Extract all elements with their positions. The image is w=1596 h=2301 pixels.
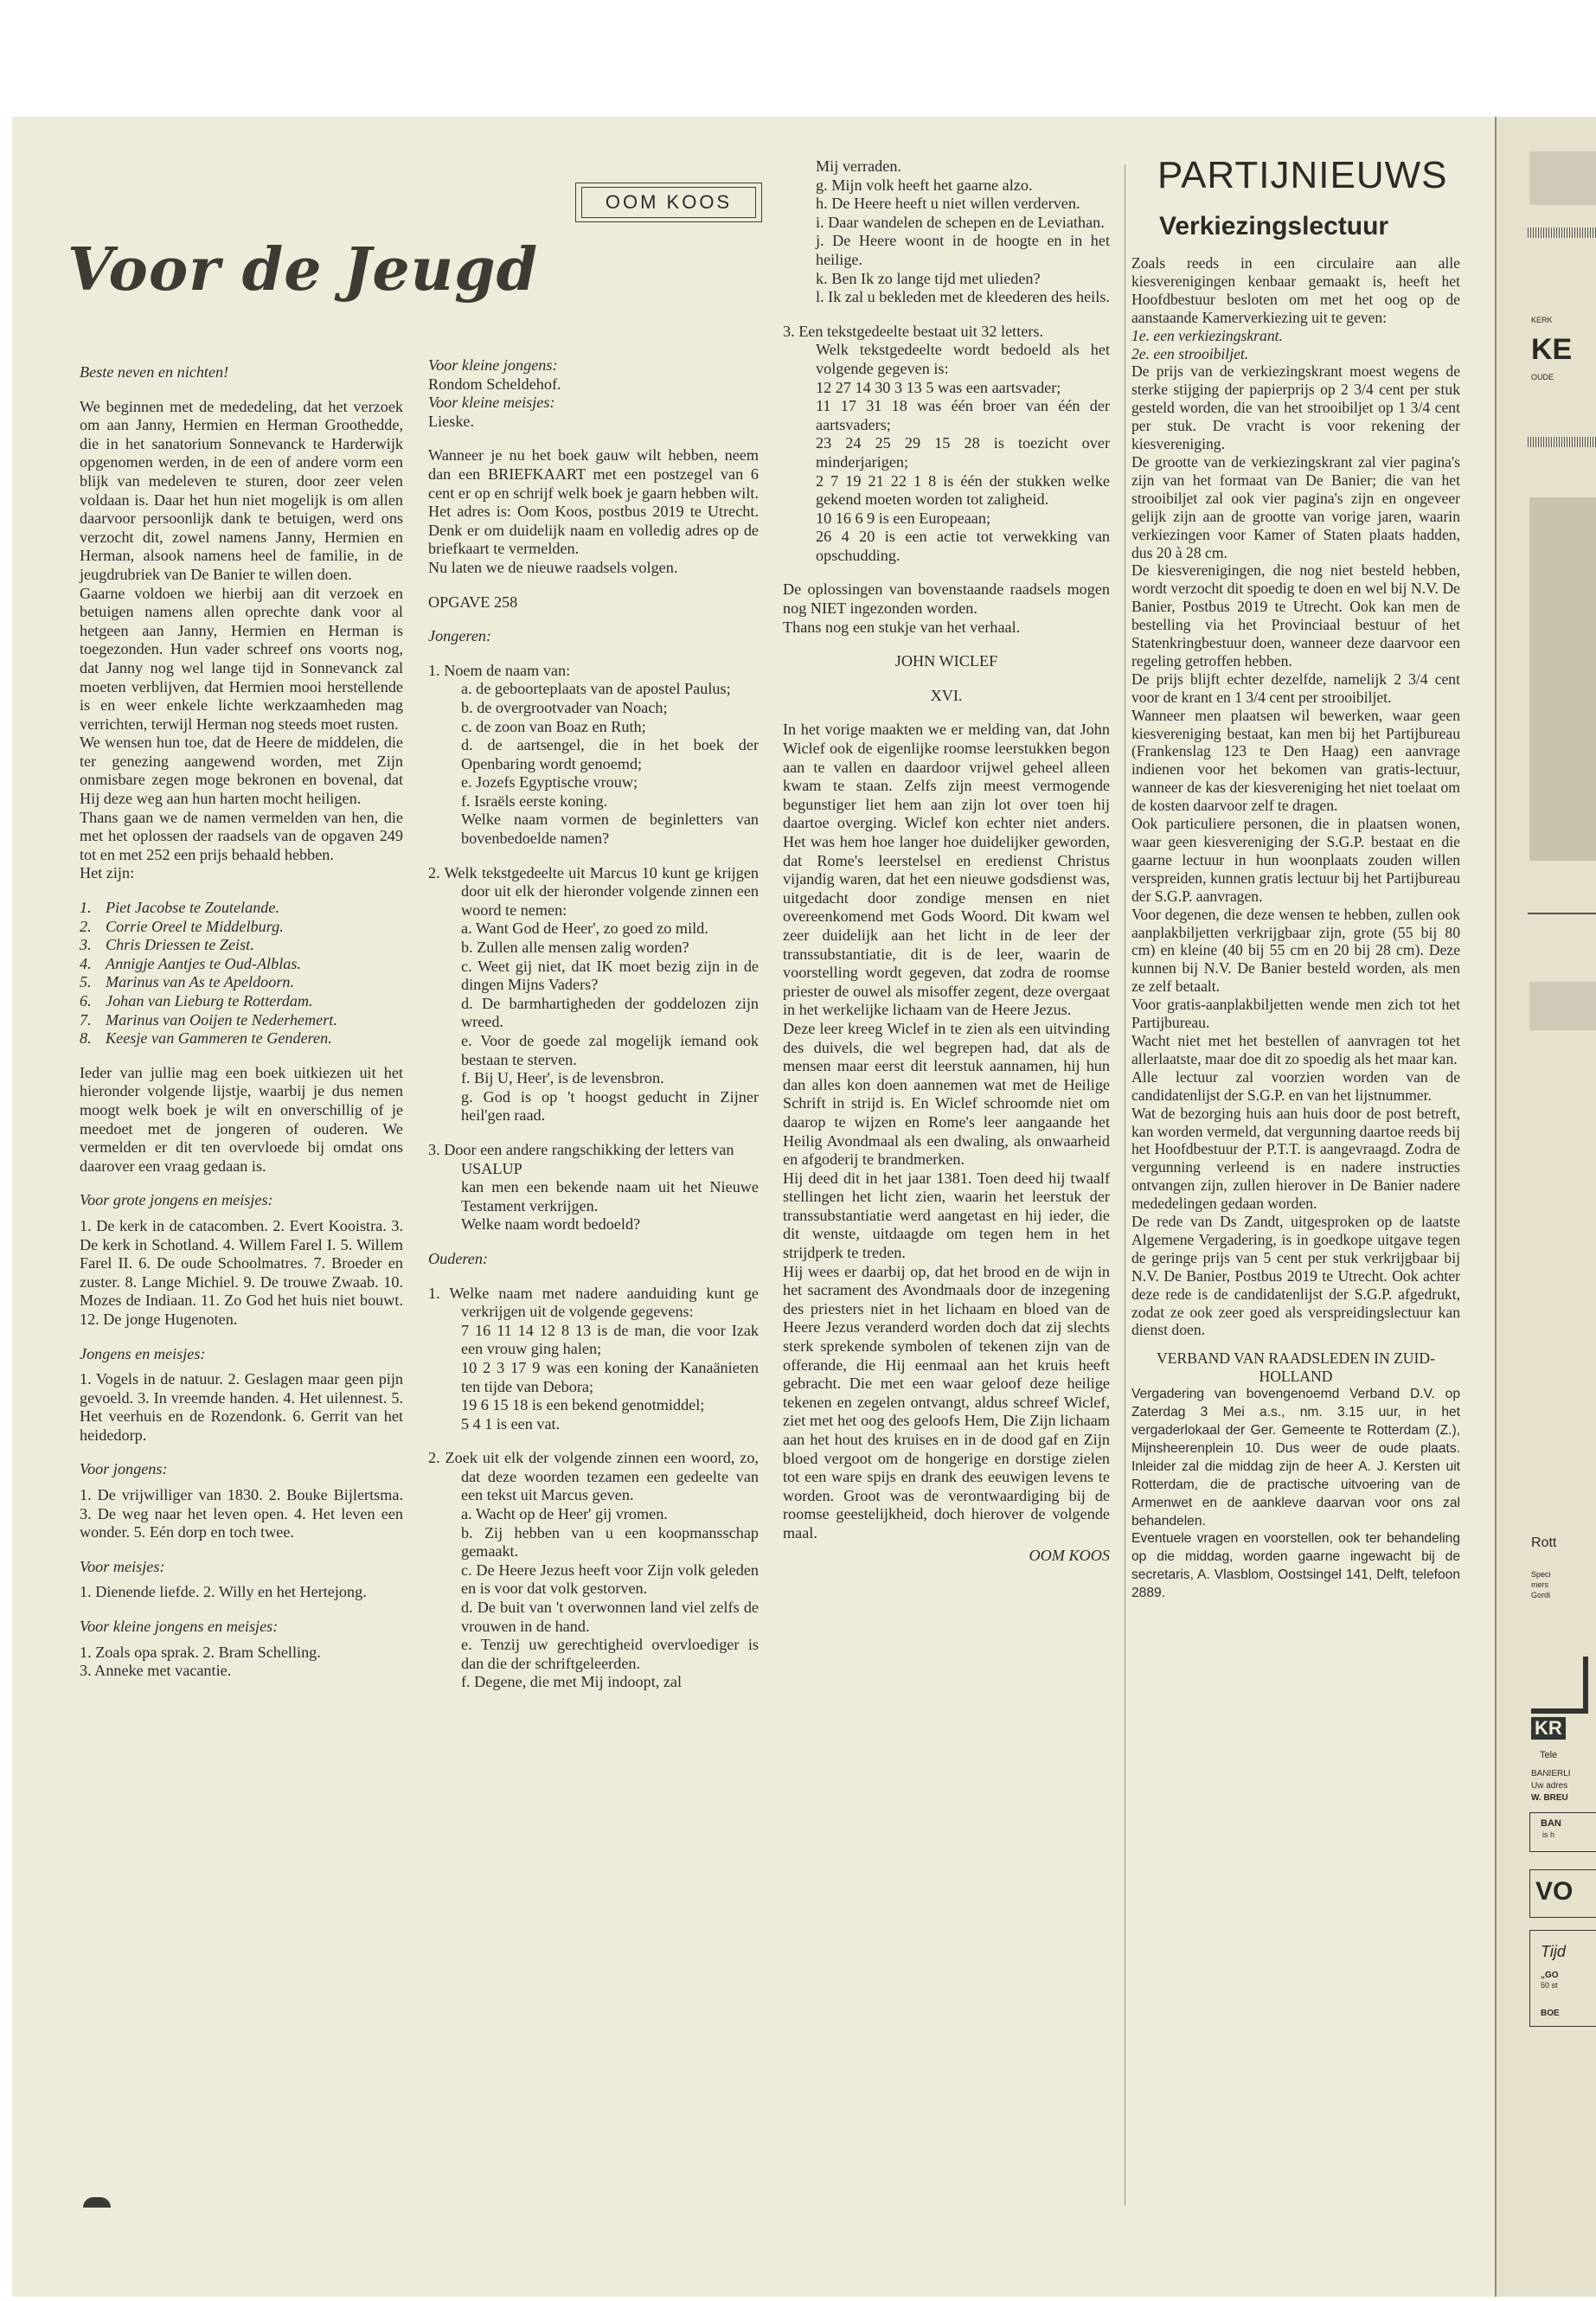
paragraph: De prijs blijft echter dezelfde, namelijk 2 3/4 cent voor de krant en 1 3/4 cent per strooibiljet. (1131, 670, 1460, 706)
question-option: e. Jozefs Egyptische vrouw; (461, 773, 638, 792)
paragraph: Wanneer men plaatsen wil bewerken, waar geen kiesvereniging bestaat, kan men bij het Partijbureau (Frankenslag 123 te Den Haag) een aanvrage indienen voor het bekomen van gratis-lectuur, wanneer de kas der kiesvereniging het niet toelaat om de kosten daarvoor zelf te dragen. (1131, 706, 1460, 815)
winners-list (80, 899, 403, 1048)
question-option: g. God is op 't hoogst geducht in Zijner heil'gen raad. (461, 1087, 759, 1125)
section-title: Voor de Jeugd (67, 235, 539, 304)
strip-text: KE (1531, 333, 1573, 366)
list-item: 6. Johan van Lieburg te Rotterdam. (80, 992, 313, 1009)
paragraph: De prijs van de verkiezingskrant moest wegens de sterke stijging der papierprijs op 2 3/4 cent per stuk gesteld worden, die van het strooibiljet op 1 3/4 cent per stuk. De vracht is voor rekening der kiesvereniging. (1131, 362, 1460, 453)
strip-box (1529, 1869, 1596, 1918)
oom-koos-box (581, 187, 756, 218)
column-1 (80, 363, 403, 1681)
paragraph: Voor degenen, die deze wensen te hebben, zullen ook aanplakbiljetten verkrijgbaar zijn, grote (55 bij 80 cm) en kleine (40 bij 55 cm en 20 bij 28 cm). Deze kunnen bij N.V. De Banier besteld worden, als men ze zelf betaalt. (1131, 905, 1460, 996)
strip-text: OUDE (1531, 373, 1554, 381)
category-list: 1. De kerk in de catacomben. 2. Evert Kooistra. 3. De kerk in Schotland. 4. Willem Farel I. 5. Willem Farel II. 6. De oude Schoolmatres. 7. Broeder en zuster. 8. Lange Michiel. 9. De trouwe Zwaab. 10. Mozes de Indiaan. 11. Zo God het huis niet bouwt. 12. De jonge Hugenoten. (80, 1216, 403, 1328)
category-heading: Jongens en meisjes: (80, 1344, 206, 1362)
question-option: a. Wacht op de Heer' gij vromen. (461, 1505, 668, 1523)
question-option: 7 16 11 14 12 8 13 is de man, die voor Izak een vrouw ging halen; (461, 1321, 759, 1358)
briefkaart-paragraph: Wanneer je nu het boek gauw wilt hebben, neem dan een BRIEFKAART met een postzegel van 6 cent er op en schrijf welk boek je gaarn hebben wilt. Het adres is: Oom Koos, postbus 2019 te Utrecht. Denk er om duidelijk naam en volledig adres op de briefkaart te vermelden. (428, 446, 759, 558)
question-option: e. Tenzij uw gerechtigheid overvloediger is dan die der schriftgeleerden. (461, 1636, 759, 1672)
question-option: f. Bij U, Heer', is de levensbron. (461, 1069, 664, 1087)
question-option: e. Voor de goede zal mogelijk iemand ook bestaan te sterven. (461, 1032, 759, 1068)
category-list: 3. Anneke met vacantie. (80, 1662, 232, 1680)
strip-text: Tijd (1541, 1943, 1566, 1960)
strip-text: BANIERLI (1531, 1769, 1571, 1779)
paragraph: Voor gratis-aanplakbiljetten wende men zich tot het Partijbureau. (1131, 996, 1460, 1032)
strip-image (1529, 151, 1596, 205)
list-item: 8. Keesje van Gammeren te Genderen. (80, 1029, 332, 1048)
list-item: 1. Piet Jacobse te Zoutelande. (80, 899, 280, 917)
question-option: Welke naam wordt bedoeld? (461, 1215, 641, 1234)
list-item: 2. Corrie Oreel te Middelburg. (80, 917, 284, 935)
strip-box (1529, 1930, 1596, 2027)
category-heading: Voor jongens: (80, 1460, 168, 1478)
question: 2. Welk tekstgedeelte uit Marcus 10 kunt ge krijgen door uit elk der hieronder volgende zinnen een woord te nemen: (428, 863, 759, 919)
strip-text: BOE (1541, 2009, 1560, 2018)
greeting: Beste neven en nichten! (80, 363, 229, 381)
paragraph: Vergadering van bovengenoemd Verband D.V. op Zaterdag 3 Mei a.s., nm. 3.15 uur, in het vergaderlokaal der Ger. Gemeente te Rotterdam (Z.), Mijnsheerenplein 10. Dus weer de oude plaats. Inleider zal die middag zijn de heer A. J. Kersten uit Rotterdam, die de practische uitvoering van de Armenwet en de aankleve daarvan voor ons zal behandelen. (1131, 1387, 1460, 1529)
strip-rule (1528, 437, 1596, 447)
question-option: f. Israëls eerste koning. (461, 792, 608, 810)
question-option: 10 2 3 17 9 was een koning der Kanaänieten ten tijde van Debora; (461, 1358, 759, 1395)
strip-text: BAN (1541, 1818, 1561, 1829)
strip-text: VO (1535, 1877, 1574, 1906)
category-heading: Voor kleine meisjes: (428, 394, 555, 412)
category-list: 1. De vrijwilliger van 1830. 2. Bouke Bijlertsma. 3. De weg naar het leven open. 4. Het leven een wonder. 5. Eén dorp en toch twee. (80, 1486, 403, 1541)
strip-text: Uw adres (1531, 1781, 1568, 1791)
question-option: 10 16 6 9 is een Europeaan; (816, 509, 991, 527)
strip-text: 50 st (1541, 1981, 1558, 1990)
question: 1. Noem de naam van: (428, 661, 571, 679)
question-option: h. De Heere heeft u niet willen verderven. (816, 195, 1080, 213)
intro-paragraph: We wensen hun toe, dat de Heere de middelen, die ter genezing aangewend worden, met Zijn onmisbare zegen moge bekronen en bovenal, dat Hij deze weg aan hun harten mocht heiligen. (80, 734, 403, 808)
strip-text: is h (1542, 1830, 1555, 1839)
category-list: Lieske. (428, 412, 475, 430)
question-option: USALUP (461, 1159, 522, 1177)
category-heading: Voor meisjes: (80, 1557, 165, 1575)
question: 3. Door een andere rangschikking der letters van (428, 1140, 734, 1158)
paragraph: Nu laten we de nieuwe raadsels volgen. (428, 558, 678, 576)
list-item: 5. Marinus van As te Apeldoorn. (80, 973, 295, 991)
question-option: d. De buit van 't overwonnen land viel zelfs de vrouwen in de hand. (461, 1599, 759, 1635)
paragraph: Wat de bezorging huis aan huis door de post betreft, kan worden vermeld, dat vergunning daartoe reeds bij het Hoofdbestuur der P.T.T. is aangevraagd. Zodra de vergunning verleend is en nadere instructies ontvangen zijn, zullen hierover in De Banier nadere mededelingen gedaan worden. (1131, 1104, 1460, 1213)
question-option: 11 17 31 18 was één broer van één der aartsvaders; (816, 397, 1110, 433)
intro-paragraph: Thans gaan we de namen vermelden van hen, die met het oplossen der raadsels van de opgaven 249 tot en met 252 een prijs behaald hebben. (80, 808, 403, 863)
question: 2. Zoek uit elk der volgende zinnen een woord, zo, dat deze woorden tezamen een gedeelte van een tekst uit Marcus geven. (428, 1449, 759, 1504)
question-option: Welk tekstgedeelte wordt bedoeld als het volgende gegeven is: (816, 341, 1110, 377)
ouderen-heading: Ouderen: (428, 1249, 489, 1267)
intro-paragraph: Gaarne voldoen we hierbij aan dit verzoek en betuigen namens allen oprechte dank voor al hetgeen aan Janny, Hermien en Herman is toegezonden. Hun vader schreef ons voorts nog, dat Janny nog wel lange tijd in Sonnevanck zal moeten verblijven, dat Hermien mooi herstellende is en weer enkele lichte werkzaamheden mag verrichten, terwijl Herman nog steeds moet rusten. (80, 584, 403, 733)
category-list: 1. Zoals opa sprak. 2. Bram Schelling. (80, 1643, 321, 1661)
category-heading: Voor grote jongens en meisjes: (80, 1191, 273, 1209)
strip-text: KR (1531, 1717, 1566, 1740)
category-list: 1. Vogels in de natuur. 2. Geslagen maar geen pijn gevoeld. 3. In vreemde handen. 4. Het uilennest. 5. Het veerhuis en de Rozendonk. 6. Gerrit van het heidedorp. (80, 1370, 403, 1444)
list-item: 1e. een verkiezingskrant. (1131, 326, 1283, 344)
story-paragraph: Hij wees er daarbij op, dat het brood en de wijn in het sacrament des Avondmaals door de inzegening des priesters niet in het lichaam en bloed van de Heere Jezus veranderd worden doch dat zij slechts sterk sprekende symbolen of tekenen zijn van de offerande, die Hij eenmaal aan het kruis heeft gebracht. Die met een waar geloof deze heilige tekenen en zegelen ontvangt, aldus schreef Wiclef, ziet met het oog des geloofs Hem, Die Zijn lichaam aan het hout des kruises en in de dood gaf en Zijn bloed vergoot om de hongerige en dorstige zielen tot een ware spijs en drank des eeuwigen levens te worden. Groot was de verontwaardiging bij de roomse geestelijkheid, doch hierover de volgende maal. (783, 1262, 1110, 1541)
list-item: 2e. een strooibiljet. (1131, 344, 1249, 362)
question-option: c. de zoon van Boaz en Ruth; (461, 717, 646, 735)
question-option: j. De Heere woont in de hoogte en in het heilige. (816, 232, 1110, 268)
list-item: 3. Chris Driessen te Zeist. (80, 936, 254, 954)
question-option: a. de geboorteplaats van de apostel Paulus; (461, 680, 731, 698)
strip-box (1529, 1812, 1596, 1852)
question-option: b. Zullen alle mensen zalig worden? (461, 939, 689, 957)
strip-image (1529, 497, 1596, 861)
question-option: d. de aartsengel, die in het boek der Openbaring wordt genoemd; (461, 736, 759, 772)
question-option: 26 4 20 is een actie tot verwekking van opschudding. (816, 528, 1110, 564)
question-option: f. Degene, die met Mij indoopt, zal (461, 1673, 683, 1691)
strip-text: Speci (1531, 1570, 1551, 1579)
question-option: Mij verraden. (816, 157, 901, 175)
story-part: XVI. (930, 686, 963, 704)
question-option: i. Daar wandelen de schepen en de Leviathan. (816, 213, 1105, 231)
question-option: l. Ik zal u bekleden met de kleederen des heils. (816, 288, 1110, 306)
question-option: a. Want God de Heer', zo goed zo mild. (461, 920, 708, 938)
list-item: 7. Marinus van Ooijen te Nederhemert. (80, 1010, 337, 1029)
strip-rule (1528, 228, 1596, 238)
strip-text: „GO (1541, 1971, 1559, 1980)
question-option: 19 6 15 18 is een bekend genotmiddel; (461, 1396, 705, 1414)
question-option: c. Weet gij niet, dat IK moet bezig zijn in de dingen Mijns Vaders? (461, 957, 759, 994)
paragraph: Ook particuliere personen, die in plaatsen wonen, waar geen kiesvereniging der S.G.P. bestaat en die gaarne lectuur in hun woonplaats zouden willen verspreiden, kunnen gratis lectuur bij het Partijbureau der S.G.P. aanvragen. (1131, 815, 1460, 905)
intro-paragraph: Het zijn: (80, 864, 135, 882)
paragraph: De oplossingen van bovenstaande raadsels mogen nog NIET ingezonden worden. (783, 580, 1110, 618)
paragraph: Alle lectuur zal voorzien worden van de candidatenlijst der S.G.P. en van het lijstnummer. (1131, 1067, 1460, 1104)
strip-image (1529, 982, 1596, 1030)
question-option: b. de overgrootvader van Noach; (461, 698, 668, 716)
story-paragraph: Deze leer kreeg Wiclef in te zien als een uitvinding des duivels, die wel begrepen had, dat als de mensen maar eerst dit leerstuk aannamen, hij hun dan alles kon doen aannemen wat met de Heilige Schrift in strijd is. En Wiclef schroomde niet om daarop te wijzen en Rome's leer aangaande het Heilig Avondmaal als een dwaling, als onwaarheid en afgoderij te brandmerken. (783, 1019, 1110, 1169)
list-item: 4. Annigje Aantjes te Oud-Alblas. (80, 954, 301, 972)
strip-text: W. BREU (1531, 1793, 1568, 1803)
question-option: 12 27 14 30 3 13 5 was een aartsvader; (816, 378, 1061, 396)
jongeren-heading: Jongeren: (428, 627, 492, 645)
paragraph: De grootte van de verkiezingskrant zal vier pagina's zijn van het formaat van De Banier; die van het strooibiljet zal ook vier pagina's zijn en ongeveer gelijk zijn aan de grootte van vorige jaren, waarin verkiezingen voor Kamer of Staten plaats hadden, dus 20 à 28 cm. (1131, 452, 1460, 561)
category-heading: Voor kleine jongens: (428, 356, 558, 374)
story-paragraph: In het vorige maakten we er melding van, dat John Wiclef ook de eigenlijke roomse leerstukken begon aan te vallen en daardoor vrijwel geheel alleen kwam te staan. Zelfs zijn meest vermogende begunstiger liet hem aan zijn lot over toen hij daartoe overging. Wiclef kon echter niet anders. Het was hem hoe langer hoe duidelijker geworden, dat Rome's leerstelsel en eredienst Christus vijandig waren, dat het een nieuwe godsdienst was, uitgedacht door zondige mensen en niet overeenkomend met Gods Woord. Dit kwam wel zeer duidelijk aan het licht in de leer der transsubstantiatie, dit is de leer, waarin de voorstelling wordt gegeven, dat zodra de roomse priester de ouwel als misoffer zegent, deze overgaat in het werkelijke lichaam van de Heere Jezus. (783, 721, 1110, 1019)
strip-text: Gordi (1531, 1591, 1551, 1599)
paragraph: Zoals reeds in een circulaire aan alle kiesverenigingen kenbaar gemaakt is, heeft het Hoofdbestuur besloten om met het oog op de aanstaande Kamerverkiezing uit te geven: (1131, 254, 1460, 326)
column-2 (428, 356, 759, 1692)
question-option: g. Mijn volk heeft het gaarne alzo. (816, 176, 1033, 194)
opgave-heading: OPGAVE 258 (428, 593, 518, 611)
question-option: 23 24 25 29 15 28 is toezicht over minderjarigen; (816, 434, 1110, 471)
column-3 (783, 157, 1110, 1565)
box-label: OOM KOOS (605, 191, 733, 213)
books-intro: Ieder van jullie mag een boek uitkiezen uit het hieronder volgende lijstje, waarbij je dus nemen moogt welk boek je wilt en onverschillig of je meedoet met de jongeren of ouderen. We vermelden er dit ten overvloede bij omdat ons daarover een vraag gedaan is. (80, 1063, 403, 1175)
signature: OOM KOOS (1029, 1546, 1110, 1564)
question-option: 5 4 1 is een vat. (461, 1414, 561, 1433)
question-option: kan men een bekende naam uit het Nieuwe Testament verkrijgen. (461, 1178, 759, 1215)
strip-text: Rott (1531, 1535, 1557, 1550)
strip-clip (1497, 117, 1596, 2297)
question: 1. Welke naam met nadere aanduiding kunt ge verkrijgen uit de volgende gegevens: (428, 1284, 759, 1321)
story-title: JOHN WICLEF (894, 652, 998, 670)
paragraph: Eventuele vragen en voorstellen, ook ter behandeling op die middag, worden gaarne ingewacht bij de secretaris, A. Vlasblom, Oostsingel 141, Delft, telefoon 2889. (1131, 1531, 1460, 1601)
category-list: Rondom Scheldehof. (428, 375, 561, 393)
strip-text: KERK (1531, 316, 1553, 324)
strip-text: mers (1531, 1580, 1548, 1589)
strip-rule (1528, 913, 1596, 914)
article-heading: Verkiezingslectuur (1159, 212, 1389, 240)
paragraph: De rede van Ds Zandt, uitgesproken op de laatste Algemene Vergadering, is in goedkope uitgave tegen de geringe prijs van 5 cent per stuk verkrijgbaar bij N.V. De Banier, Postbus 2019 te Utrecht. Ook achter deze rede is de candidatenlijst der S.G.P. afgedrukt, zodat ze ook zeer goed als verspreidingslectuur kan dienst doen. (1131, 1213, 1460, 1339)
intro-paragraph: We beginnen met de mededeling, dat het verzoek om aan Janny, Hermien en Herman Groothedde, die in het sanatorium Sonnevanck te Harderwijk opgenomen werden, in de een of andere vorm een blijk van medeleven te sturen, door zeer velen voldaan is. Daar het hun niet mogelijk is om allen daarvoor persoonlijk dank te betuigen, werd ons verzocht dit, zowel namens Janny, Hermien en Herman, alsook namens heel de familie, in de jeugdrubriek van De Banier te willen doen. (80, 397, 403, 583)
question-option: b. Zij hebben van u een koopmansschap gemaakt. (461, 1523, 759, 1561)
sewing-machine-icon (1531, 1657, 1588, 1714)
paragraph: De kiesverenigingen, die nog niet besteld hebben, wordt verzocht dit spoedig te doen en wel bij N.V. De Banier, Postbus 2019 te Utrecht. Ook kan men de bestelling via het Provinciaal bestuur of het Statenkringbestuur doen, wanneer deze daarvoor een regeling getroffen hebben. (1131, 561, 1460, 670)
partijnieuws-title: PARTIJNIEUWS (1157, 154, 1448, 196)
article-heading: VERBAND VAN RAADSLEDEN IN ZUID-HOLLAND (1157, 1349, 1435, 1386)
category-list: 1. Dienende liefde. 2. Willy en het Hertejong. (80, 1583, 367, 1601)
question-option: c. De Heere Jezus heeft voor Zijn volk geleden en is voor dat volk gestorven. (461, 1561, 759, 1598)
story-paragraph: Hij deed dit in het jaar 1381. Toen deed hij twaalf stellingen het licht zien, waarin het leerstuk der transsubstantiatie werd aangetast en hij ieder, die dit wenste, uitdaagde om tegen hem in het strijdperk te treden. (783, 1169, 1110, 1262)
question-option: d. De barmhartigheden der goddelozen zijn wreed. (461, 994, 759, 1031)
question-option: 2 7 19 21 22 1 8 is één der stukken welke gekend moeten worden tot zaligheid. (816, 471, 1110, 509)
column-4 (1131, 254, 1460, 1603)
paragraph: Wacht niet met het bestellen of aanvragen tot het allerlaatste, maar doe dit zo spoedig als het maar kan. (1131, 1031, 1460, 1067)
paragraph: Thans nog een stukje van het verhaal. (783, 618, 1021, 636)
strip-text: Tele (1540, 1750, 1558, 1760)
question-option: Welke naam vormen de beginletters van bovenbedoelde namen? (461, 811, 759, 848)
question-option: k. Ben Ik zo lange tijd met ulieden? (816, 269, 1041, 287)
question: 3. Een tekstgedeelte bestaat uit 32 letters. (783, 322, 1043, 340)
page-corner-mark (83, 2197, 111, 2208)
category-heading: Voor kleine jongens en meisjes: (80, 1618, 279, 1636)
